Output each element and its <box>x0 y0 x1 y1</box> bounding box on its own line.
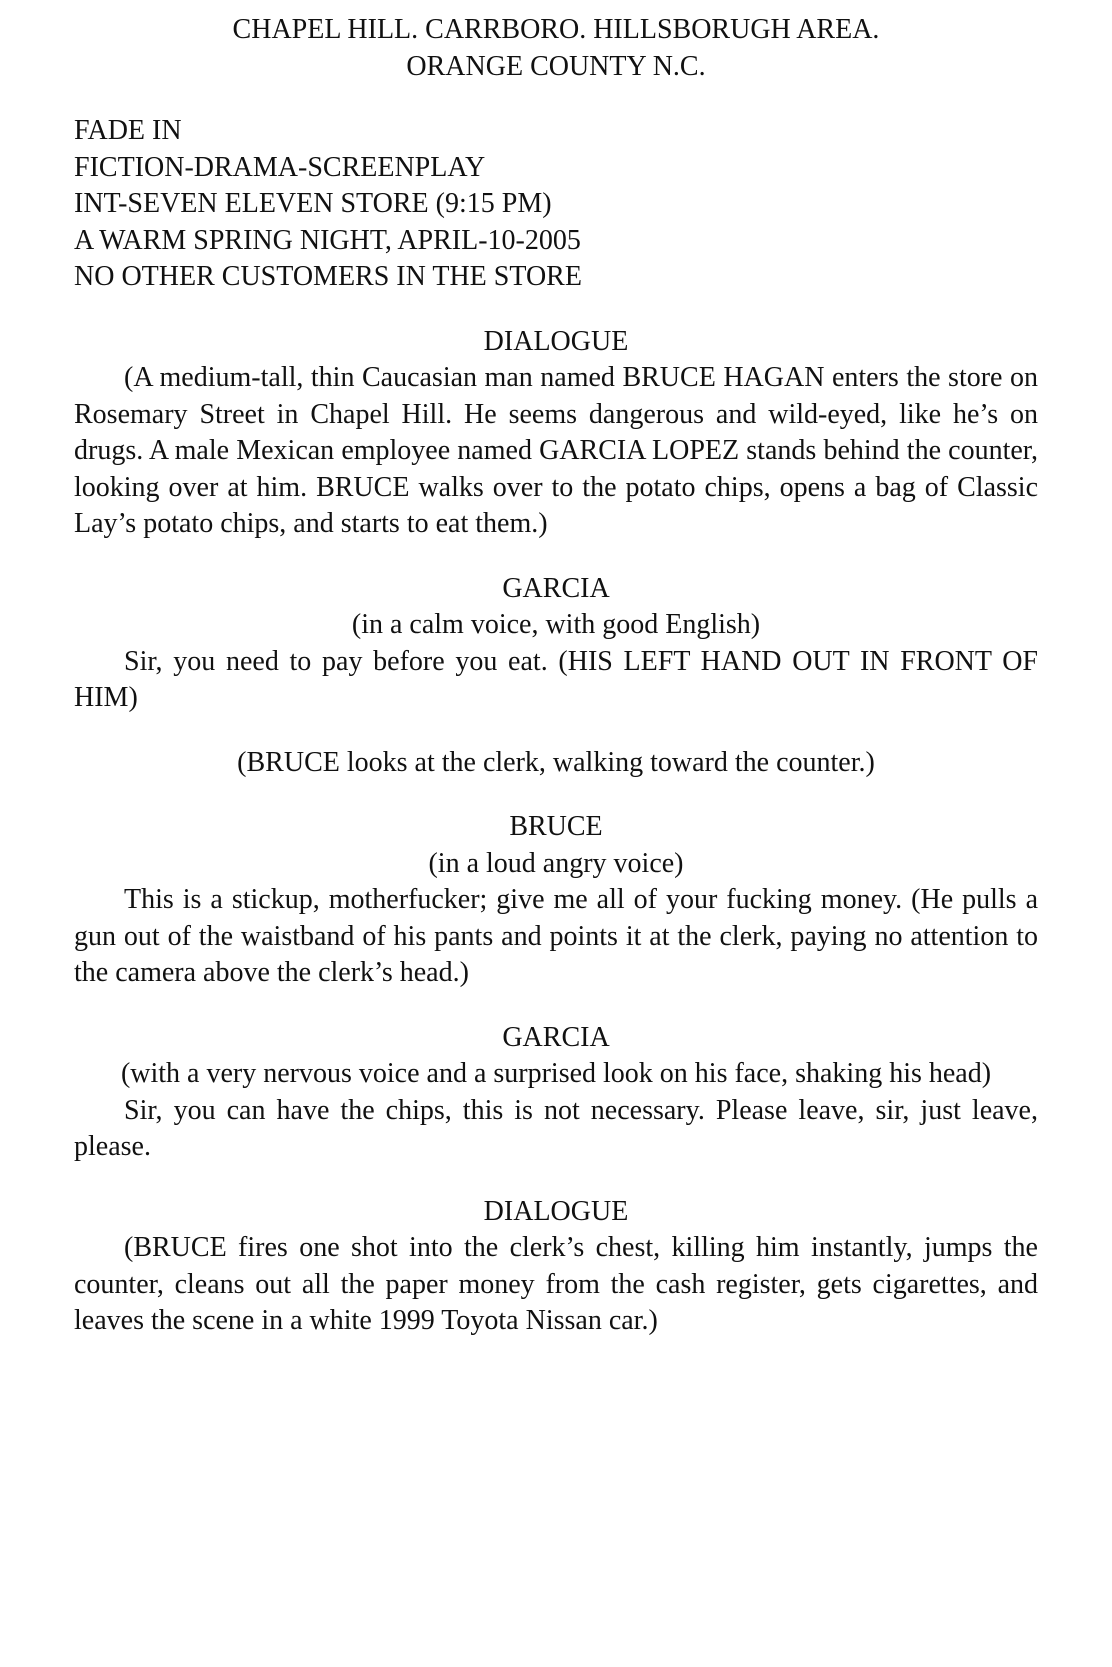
block-text: (A medium-tall, thin Caucasian man named BRUCE HAGAN enters the store on Rosemary Street in Chapel Hill. He seems dangerous and wild-eyed, like he’s on drugs. A male Mexican employee named GARCIA LOPEZ stands behind the counter, looking over at him. BRUCE walks over to the potato chips, opens a bag of Classic Lay’s potato chips, and starts to eat them.) <box>74 362 1038 539</box>
county-line: ORANGE COUNTY N.C. <box>406 50 706 82</box>
dialogue-text: Sir, you need to pay before you eat. (HIS LEFT HAND OUT IN FRONT OF HIM) <box>74 645 1038 713</box>
scene-heading-line: NO OTHER CUSTOMERS IN THE STORE <box>74 261 582 292</box>
location-header <box>74 12 1038 85</box>
parenthetical: (with a very nervous voice and a surprised look on his face, shaking his head) <box>120 1058 992 1089</box>
parenthetical: (in a calm voice, with good English) <box>351 609 761 640</box>
dialogue-text: Sir, you can have the chips, this is not necessary. Please leave, sir, just leave, please. <box>74 1094 1038 1162</box>
parenthetical: (in a loud angry voice) <box>428 847 684 879</box>
character-name: BRUCE <box>509 811 603 842</box>
character-block <box>74 571 1038 717</box>
dialogue-text: This is a stickup, motherfucker; give me all of your fucking money. (He pulls a gun out of the waistband of his pants and points it at the clerk, paying no attention to the camera above the clerk’s head.) <box>74 884 1038 988</box>
character-block <box>74 809 1038 992</box>
scene-heading-line: A WARM SPRING NIGHT, APRIL-10-2005 <box>74 224 581 256</box>
block-heading: DIALOGUE <box>483 325 629 357</box>
character-block <box>74 1020 1038 1166</box>
scene-heading-line: INT-SEVEN ELEVEN STORE (9:15 PM) <box>74 188 552 219</box>
character-name: GARCIA <box>502 572 610 604</box>
location-line: CHAPEL HILL. CARRBORO. HILLSBORUGH AREA. <box>232 14 880 45</box>
dialogue-block <box>74 1194 1038 1340</box>
scene-heading-line: FICTION-DRAMA-SCREENPLAY <box>74 151 486 183</box>
action-block <box>74 745 1038 782</box>
block-heading: DIALOGUE <box>483 1195 629 1227</box>
scene-heading-line: FADE IN <box>74 115 182 146</box>
action-text: (BRUCE looks at the clerk, walking toward the counter.) <box>237 746 875 778</box>
scene-heading <box>74 113 1038 296</box>
dialogue-block <box>74 324 1038 543</box>
block-text: (BRUCE fires one shot into the clerk’s chest, killing him instantly, jumps the counter, cleans out all the paper money from the cash register, gets cigarettes, and leaves the scene in a white 1999 Toyota Nissan car.) <box>74 1232 1038 1336</box>
character-name: GARCIA <box>502 1021 610 1053</box>
